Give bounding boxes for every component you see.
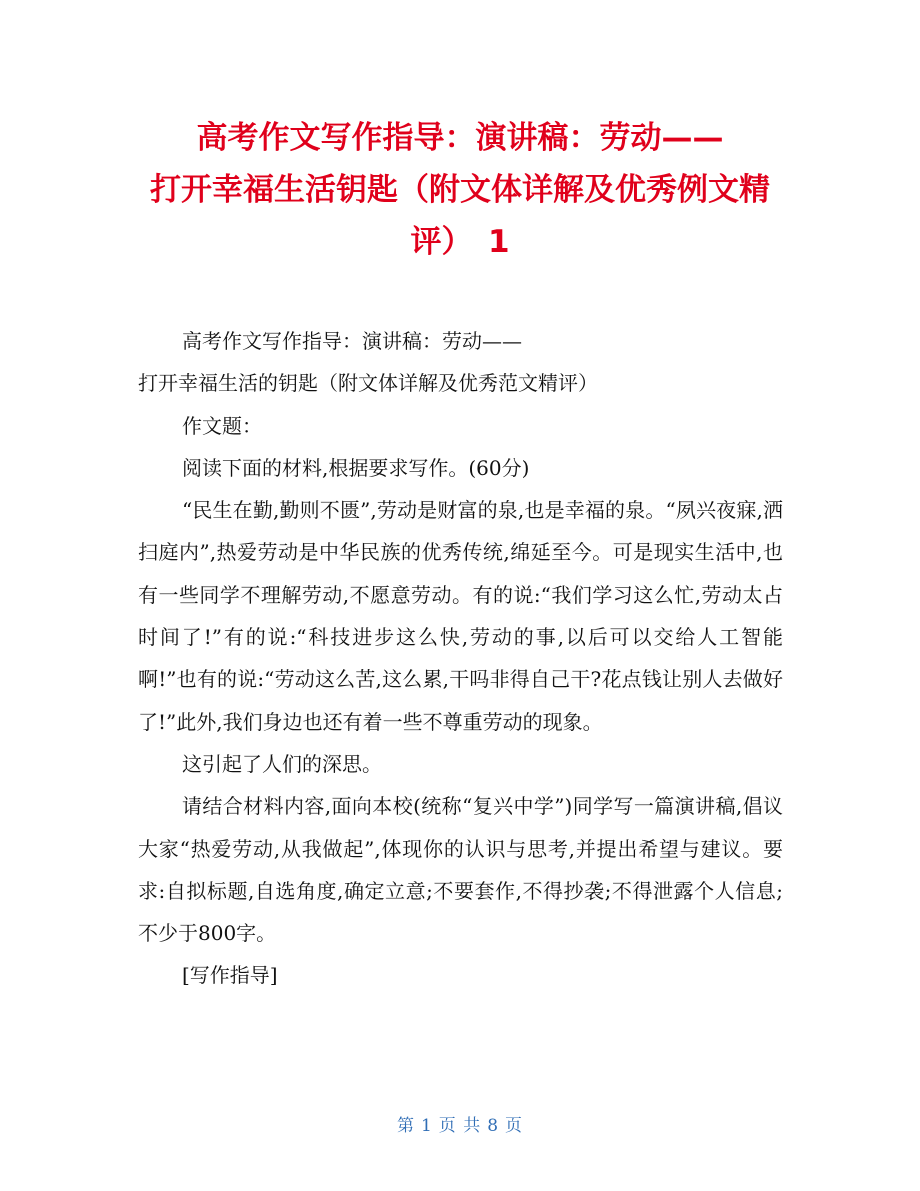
title-line-2: 打开幸福生活钥匙（附文体详解及优秀例文精 [150, 172, 770, 208]
subtitle-line-2: 打开幸福生活的钥匙（附文体详解及优秀范文精评） [138, 371, 598, 396]
footer-total-pages: 8 [487, 1116, 500, 1136]
section-heading-writing-guide: [写作指导] [182, 963, 278, 988]
title-line-3: 评） 1 [410, 224, 510, 260]
title-line-1: 高考作文写作指导：演讲稿：劳动—— [196, 120, 724, 156]
reflection-paragraph: 这引起了人们的深思。 [182, 751, 382, 776]
prompt-instruction: 阅读下面的材料,根据要求写作。(60分) [182, 455, 530, 480]
subtitle-line-1: 高考作文写作指导：演讲稿：劳动—— [182, 329, 522, 353]
footer-prefix: 第 [396, 1116, 415, 1136]
document-body [138, 320, 783, 997]
footer-current-page: 1 [420, 1116, 433, 1136]
material-paragraph: “民生在勤,勤则不匮”,劳动是财富的泉,也是幸福的泉。“夙兴夜寐,洒扫庭内”,热爱劳动是中华民族的优秀传统,绵延至今。可是现实生活中,也有一些同学不理解劳动,不愿意劳动。有的说:“我们学习这么忙,劳动太占时间了!”有的说:“科技进步这么快,劳动的事,以后可以交给人工智能啊!”也有的说:“劳动这么苦,这么累,干吗非得自己干?花点钱让别人去做好了!”此外,我们身边也还有着一些不尊重劳动的现象。 [138, 498, 783, 734]
document-title [120, 112, 800, 268]
footer-middle: 页 共 [438, 1116, 482, 1136]
prompt-heading: 作文题： [182, 413, 262, 438]
page-footer [0, 1111, 920, 1136]
task-paragraph: 请结合材料内容,面向本校(统称“复兴中学”)同学写一篇演讲稿,倡议大家“热爱劳动,从我做起”,体现你的认识与思考,并提出希望与建议。要求:自拟标题,自选角度,确定立意;不要套作,不得抄袭;不得泄露个人信息;不少于800字。 [138, 794, 783, 946]
footer-suffix: 页 [505, 1116, 524, 1136]
